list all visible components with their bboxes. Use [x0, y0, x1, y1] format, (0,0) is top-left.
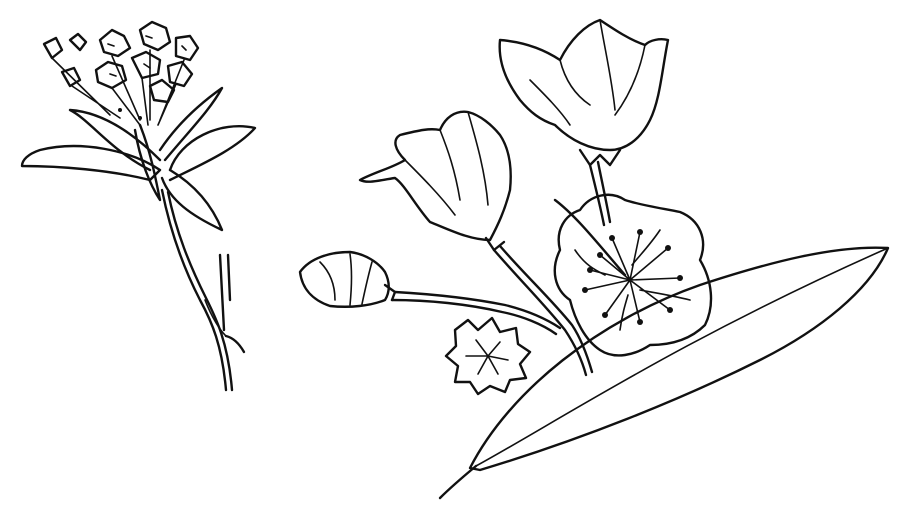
bell-flower-top-stalk	[590, 162, 610, 225]
leaf	[440, 248, 888, 498]
leaf-midrib	[476, 248, 888, 466]
flower-bud	[300, 252, 560, 334]
open-blossom	[555, 195, 711, 356]
sprig-leaf-right	[170, 126, 255, 180]
bud-body	[300, 252, 389, 307]
sprig-florets	[44, 22, 198, 125]
leaf-petiole	[440, 466, 476, 498]
bell-flower-top	[500, 20, 668, 150]
calyx-detail	[446, 318, 530, 394]
flower-cluster-sprig	[22, 22, 255, 390]
blossom-petals	[555, 195, 711, 356]
bell-flower-middle	[360, 112, 511, 240]
bell-flower-middle-stalk	[494, 246, 592, 375]
sprig-side-branch	[220, 255, 230, 330]
